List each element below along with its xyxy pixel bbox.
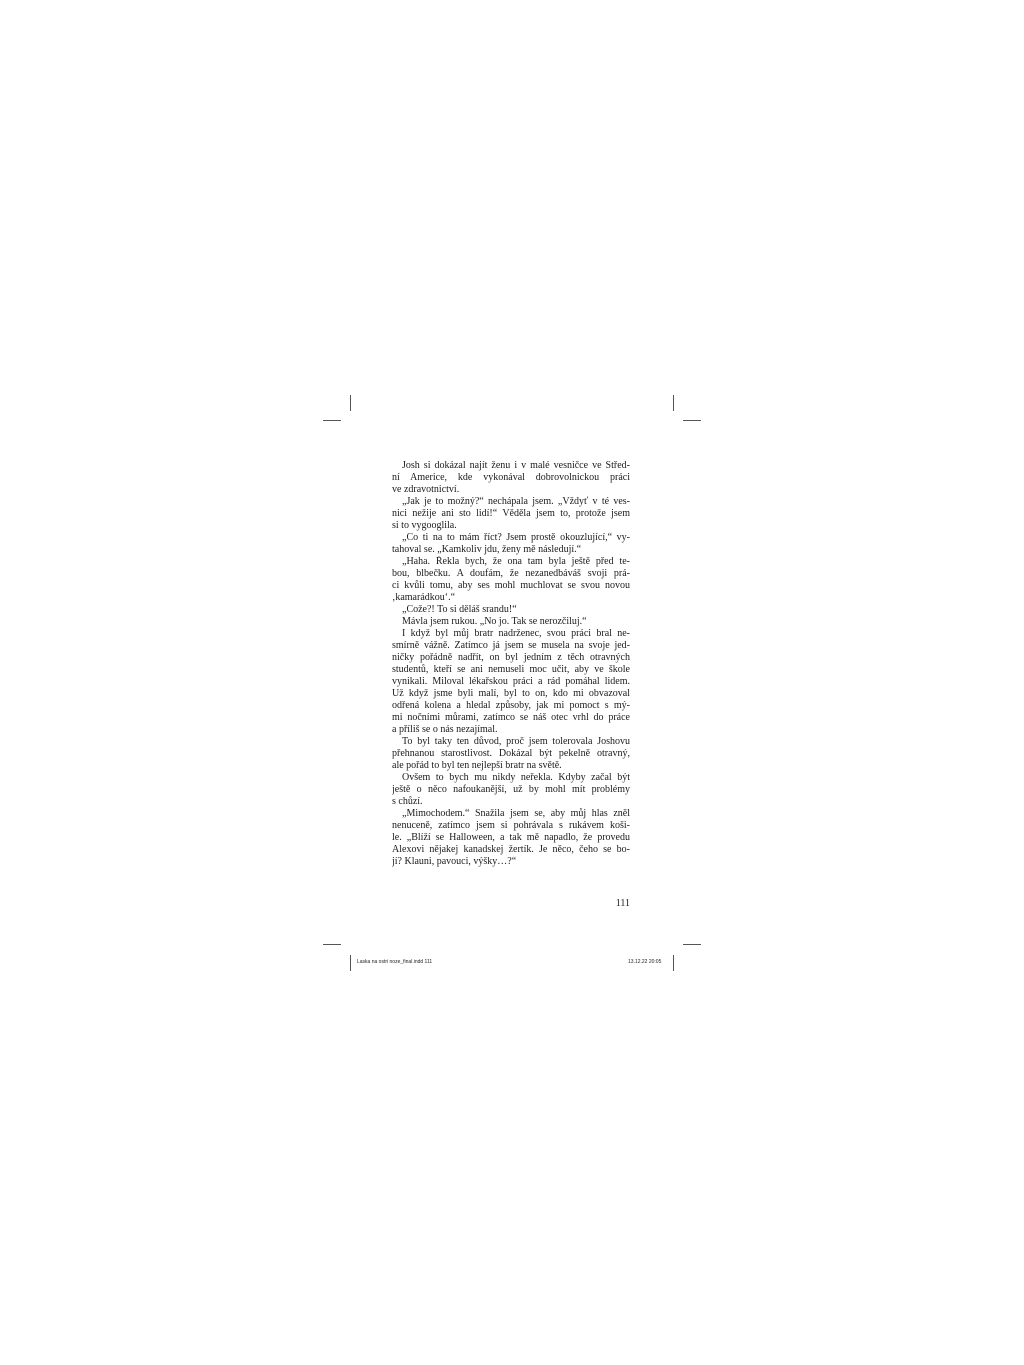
text-line: ní Americe, kde vykonával dobrovolnickou práci bbox=[392, 472, 630, 483]
crop-mark-top-right-horizontal bbox=[683, 420, 701, 421]
text-line: přehnanou starostlivost. Dokázal být pekelně otravný, bbox=[392, 748, 630, 759]
text-line: studentů, kteří se ani nemuseli moc učit, aby ve škole bbox=[392, 664, 630, 675]
text-line: „Jak je to možný?“ nechápala jsem. „Vždyť v té ves- bbox=[402, 496, 630, 507]
crop-mark-bottom-left-vertical bbox=[350, 955, 351, 971]
text-line: Mávla jsem rukou. „No jo. Tak se nerozčiluj.“ bbox=[402, 616, 587, 627]
text-line: a příliš se o nás nezajímal. bbox=[392, 724, 498, 735]
text-line: nici nežije ani sto lidí!“ Věděla jsem to, protože jsem bbox=[392, 508, 630, 519]
text-line: s chůzí. bbox=[392, 796, 423, 807]
crop-mark-top-right-vertical bbox=[673, 395, 674, 411]
crop-mark-bottom-right-horizontal bbox=[683, 944, 701, 945]
text-line: „Haha. Řekla bych, že ona tam byla ještě před te- bbox=[402, 556, 630, 567]
crop-mark-top-left-horizontal bbox=[323, 420, 341, 421]
text-line: jí? Klauni, pavouci, výšky…?“ bbox=[392, 856, 517, 867]
text-line: „Mimochodem.“ Snažila jsem se, aby můj hlas zněl bbox=[402, 808, 630, 819]
text-line: smírně vážně. Zatímco já jsem se musela na svoje jed- bbox=[392, 640, 630, 651]
text-line: tahoval se. „Kamkoliv jdu, ženy mě následují.“ bbox=[392, 544, 582, 555]
text-line: Ovšem to bych mu nikdy neřekla. Kdyby začal být bbox=[402, 772, 630, 783]
text-line: To byl taky ten důvod, proč jsem tolerovala Joshovu bbox=[402, 736, 630, 747]
text-line: „Co ti na to mám říct? Jsem prostě okouzlující,“ vy- bbox=[402, 532, 630, 543]
text-line: ještě o něco nafoukanější, už by mohl mít problémy bbox=[392, 784, 630, 795]
slug-filename: Laska na ostri noze_final.indd 111 bbox=[357, 959, 433, 965]
text-line: ‚kamarádkou‘.“ bbox=[392, 592, 456, 603]
crop-mark-bottom-left-horizontal bbox=[323, 944, 341, 945]
crop-mark-bottom-right-vertical bbox=[673, 955, 674, 971]
text-line: „Cože?! To si děláš srandu!“ bbox=[402, 604, 517, 615]
body-text bbox=[392, 460, 630, 868]
text-line: le. „Blíží se Halloween, a tak mě napadlo, že provedu bbox=[392, 832, 630, 843]
text-line: mi nočními můrami, zatímco se náš otec vrhl do práce bbox=[392, 712, 630, 723]
text-line: nenuceně, zatímco jsem si pohrávala s rukávem koši- bbox=[392, 820, 630, 831]
text-line: ci kvůli tomu, aby ses mohl muchlovat se svou novou bbox=[392, 580, 630, 591]
text-line: ale pořád to byl ten nejlepší bratr na světě. bbox=[392, 760, 562, 771]
page-number: 111 bbox=[615, 898, 630, 909]
text-line: ve zdravotnictví. bbox=[392, 484, 460, 495]
text-line: Už když jsme byli malí, byl to on, kdo mi obvazoval bbox=[392, 688, 630, 699]
text-line: si to vygooglila. bbox=[392, 520, 457, 531]
text-line: I když byl můj bratr nadrženec, svou práci bral ne- bbox=[402, 628, 630, 639]
text-line: ničky pořádně nadřít, on byl jedním z těch otravných bbox=[392, 652, 630, 663]
text-line: Josh si dokázal najít ženu i v malé vesničce ve Střed- bbox=[402, 460, 630, 471]
crop-mark-top-left-vertical bbox=[350, 395, 351, 411]
text-line: Alexovi nějakej kanadskej žertík. Je něco, čeho se bo- bbox=[392, 844, 630, 855]
text-line: bou, blbečku. A doufám, že nezanedbáváš svoji prá- bbox=[392, 568, 630, 579]
text-line: odřená kolena a hledal způsoby, jak mi pomoct s mý- bbox=[392, 700, 630, 711]
text-line: vynikali. Miloval lékařskou práci a rád pomáhal lidem. bbox=[392, 676, 630, 687]
slug-datetime: 13.12.22 20:05 bbox=[628, 959, 662, 965]
